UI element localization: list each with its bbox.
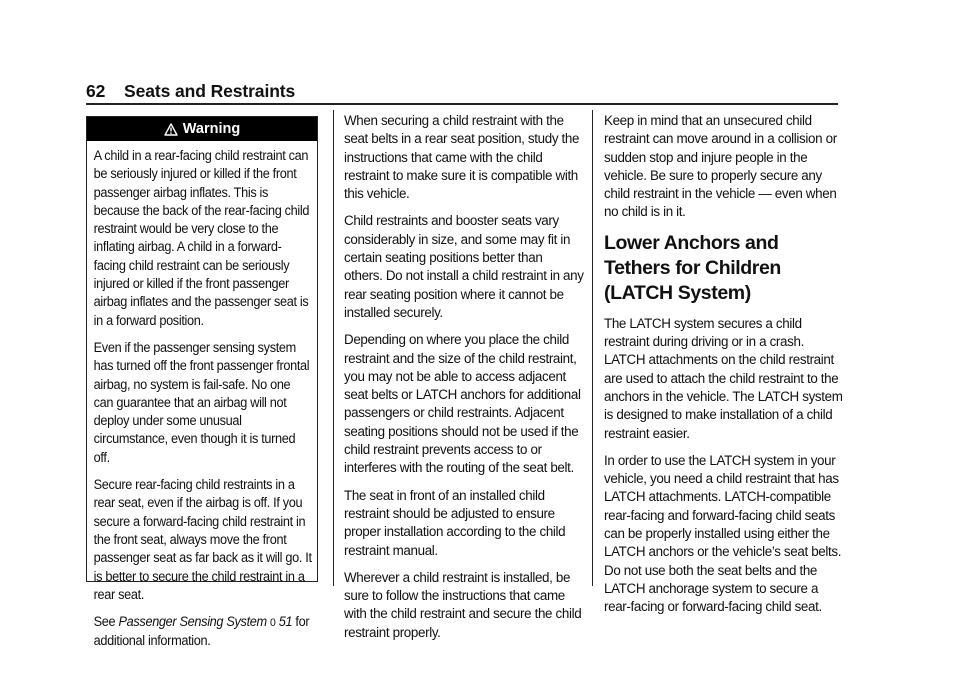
- warning-see-reference: See Passenger Sensing System 0 51 for additional information.: [93, 614, 310, 649]
- header-rule: [86, 103, 838, 105]
- column-2: [344, 112, 584, 651]
- body-paragraph: Depending on where you place the child restraint and the size of the child restraint, you may not be able to access adjacent seat belts or LATCH anchors for additional passengers or child restraints. Adjacent seating positions should not be used if the child restraint prevents access to or interferes with the routing of the seat belt.: [344, 332, 581, 476]
- warning-paragraph: A child in a rear-facing child restraint can be seriously injured or killed if the front passenger airbag inflates. This is because the back of the rear-facing child restraint would be very close to the inflating airbag. A child in a forward-facing child restraint can be seriously injured or killed if the front passenger airbag inflates and the passenger seat is in a forward position.: [93, 148, 310, 328]
- warning-paragraph: Even if the passenger sensing system has turned off the front passenger frontal airbag, no system is fail-safe. No one can guarantee that an airbag will not deploy under some unusual circumstance, even though it is turned off.: [93, 339, 310, 465]
- cross-reference-page[interactable]: 51: [278, 614, 293, 630]
- body-paragraph: When securing a child restraint with the seat belts in a rear seat position, study the instructions that came with the child restraint to make sure it is compatible with this vehicle.: [344, 113, 580, 202]
- page-arrow-icon: 0: [269, 617, 276, 630]
- column-3: [604, 112, 844, 626]
- body-paragraph: The LATCH system secures a child restraint during driving or in a crash. LATCH attachments on the child restraint are used to attach the child restraint to the anchors in the vehicle. The LATCH system is designed to make installation of a child restraint easier.: [604, 315, 843, 441]
- warning-paragraph: Secure rear-facing child restraints in a rear seat, even if the airbag is off. If you secure a forward-facing child restraint in the front seat, always move the front passenger seat as far back as it will go. It is better to secure the child restraint in a rear seat.: [93, 477, 312, 602]
- page-number: 62: [86, 81, 106, 101]
- column-divider-2: [592, 110, 593, 586]
- column-divider-1: [333, 110, 334, 586]
- section-title: Seats and Restraints: [124, 81, 296, 101]
- body-paragraph: In order to use the LATCH system in your vehicle, you need a child restraint that has LATCH attachments. LATCH-compatible rear-facing and forward-facing child seats can be properly installed using either the LATCH anchors or the vehicle’s seat belts. Do not use both the seat belts and the LATCH anchorage system to secure a rear-facing or forward-facing child seat.: [604, 452, 842, 615]
- warning-triangle-icon: [164, 123, 178, 136]
- body-paragraph: Child restraints and booster seats vary considerably in size, and some may fit in certain seating positions better than others. Do not install a child restraint in any rear seating position where it cannot be installed securely.: [344, 213, 584, 320]
- page-header: [86, 81, 295, 102]
- warning-box: [86, 116, 318, 649]
- warning-header: [87, 117, 317, 141]
- section-heading: Lower Anchors and Tethers for Children (LATCH System): [604, 231, 781, 304]
- warning-body: [87, 141, 320, 651]
- body-paragraph: Wherever a child restraint is installed, be sure to follow the instructions that came with the child restraint and secure the child restraint properly.: [344, 569, 582, 640]
- body-paragraph: Keep in mind that an unsecured child restraint can move around in a collision or sudden stop and injure people in the vehicle. Be sure to properly secure any child restraint in the vehicle — even when no child is in it.: [604, 113, 837, 220]
- warning-title: Warning: [182, 121, 241, 137]
- cross-reference-link[interactable]: Passenger Sensing System: [118, 614, 267, 630]
- body-paragraph: The seat in front of an installed child restraint should be adjusted to ensure proper installation according to the child restraint manual.: [344, 487, 566, 558]
